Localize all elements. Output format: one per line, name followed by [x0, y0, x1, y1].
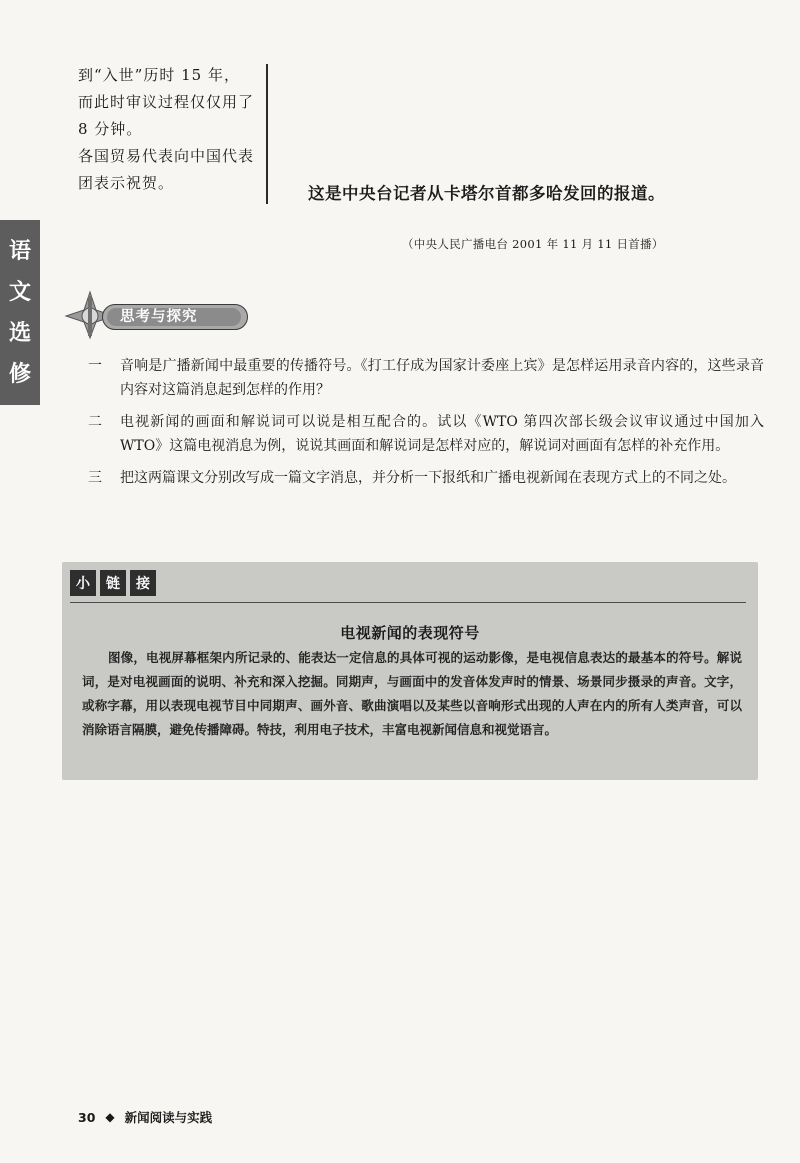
question-text: 把这两篇课文分别改写成一篇文字消息，并分析一下报纸和广播电视新闻在表现方式上的不同之处。 — [120, 470, 736, 486]
question-number: 二 — [88, 414, 102, 430]
caption-line: 而此时审议过程仅仅用了 — [78, 93, 255, 111]
source-line: （中央人民广播电台 2001 年 11 月 11 日首播） — [402, 237, 664, 251]
page-number: 30 — [78, 1109, 96, 1125]
diamond-icon: ◆ — [105, 1110, 115, 1124]
question-number: 一 — [88, 358, 102, 374]
side-tab-char: 选 — [8, 320, 31, 347]
section-title: 思考与探究 — [120, 309, 198, 325]
link-tag: 接 — [130, 570, 156, 596]
report-line: 这是中央台记者从卡塔尔首都多哈发回的报道。 — [308, 184, 665, 203]
column-divider — [266, 64, 268, 204]
side-tab-char: 修 — [8, 361, 31, 388]
question-number: 三 — [88, 470, 102, 486]
side-tab — [0, 220, 40, 405]
caption-line: 团表示祝贺。 — [78, 174, 175, 192]
book-title: 新闻阅读与实践 — [124, 1110, 213, 1125]
caption-line: 到“入世”历时 15 年， — [78, 66, 240, 84]
side-tab-char: 语 — [8, 237, 31, 264]
caption-line: 8 分钟。 — [78, 120, 143, 138]
link-tags — [70, 570, 156, 596]
link-title: 电视新闻的表现符号 — [340, 624, 480, 642]
link-body: 图像，电视屏幕框架内所记录的、能表达一定信息的具体可视的运动影像，是电视信息表达的最基本的符号。解说词，是对电视画面的说明、补充和深入挖掘。同期声，与画面中的发音体发声时的情景、场景同步摄录的声音。文字，或称字幕，用以表现电视节目中同期声、画外音、歌曲演唱以及某些以音响形式出现的人声在内的所有人类声音，可以消除语言隔膜，避免传播障碍。特技，利用电子技术，丰富电视新闻信息和视觉语言。 — [82, 650, 742, 737]
question-item — [88, 466, 764, 490]
page-footer — [78, 1108, 212, 1126]
question-list — [88, 354, 764, 498]
link-tag: 小 — [70, 570, 96, 596]
question-item — [88, 410, 764, 458]
question-item — [88, 354, 764, 402]
question-text: 音响是广播新闻中最重要的传播符号。《打工仔成为国家计委座上宾》是怎样运用录音内容的，这些录音内容对这篇消息起到怎样的作用？ — [120, 358, 764, 398]
caption-line: 各国贸易代表向中国代表 — [78, 147, 255, 165]
side-tab-char: 文 — [8, 278, 31, 305]
section-header — [60, 290, 260, 340]
question-text: 电视新闻的画面和解说词可以说是相互配合的。试以《WTO 第四次部长级会议审议通过中国加入 WTO》这篇电视消息为例，说说其画面和解说词是怎样对应的，解说词对画面有怎样的补充作用。 — [120, 414, 764, 454]
link-box — [62, 562, 758, 780]
caption-column — [78, 62, 266, 197]
link-rule — [70, 602, 746, 603]
link-tag: 链 — [100, 570, 126, 596]
